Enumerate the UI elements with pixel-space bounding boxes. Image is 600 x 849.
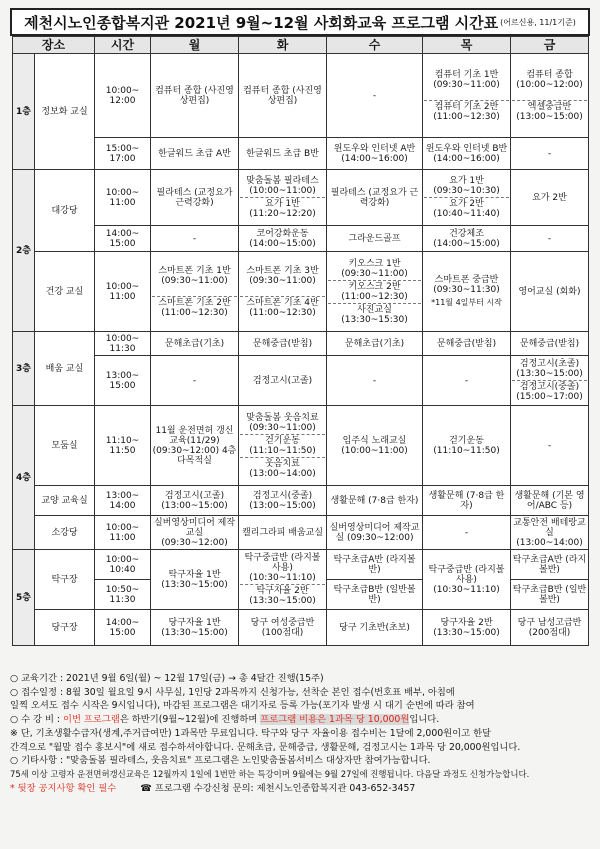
cell-info-fri <box>511 54 589 138</box>
note-driving: 75세 이상 고령자 운전면허갱신교육은 12월까지 1일에 1번만 하는 특강이며 9월에는 9월 27일에 진행됩니다. 다음달 과정도 신청가능합니다. <box>10 768 530 779</box>
cell-info-tue: 컴퓨터 종합 (사진영상편집) <box>239 54 327 138</box>
title-note: (어르신용, 11/1기준) <box>500 17 576 27</box>
cell: 당구 여성중급반 (100점대) <box>239 610 327 646</box>
cell: 실버영상미디어 제작교실 (09:30~12:00) <box>327 516 423 550</box>
cell: - <box>151 356 239 406</box>
table-row <box>13 610 589 646</box>
fee-label: ○ 수 강 비 : <box>10 714 63 726</box>
table-row <box>13 170 589 226</box>
room-table: 탁구장 <box>35 550 95 610</box>
note-registration: ○ 접수일정 : 8월 30일 월요일 9시 사무실, 1인당 2과목까지 신청가능, 선착순 본인 접수(번호표 배부, 아침에 <box>10 686 455 698</box>
cell: - <box>423 356 511 406</box>
room-big: 대강당 <box>35 170 95 252</box>
floor-2: 2층 <box>13 170 35 332</box>
note-fee <box>10 713 590 727</box>
class-item: 맞춤돌봄 웃음치료 (09:30~11:00) <box>246 412 319 433</box>
table-row <box>13 486 589 516</box>
col-thu: 목 <box>423 37 511 54</box>
cell: - <box>511 226 589 252</box>
cell: 한글워드 초급 B반 <box>239 138 327 170</box>
class-item: 요가 1반 (09:30~10:30) <box>433 176 500 196</box>
class-item: 검정고시(초졸) (13:30~15:00) <box>516 359 583 379</box>
col-time: 시간 <box>95 37 151 54</box>
cell: 필라테스 (교정요가 근력강화) <box>151 170 239 226</box>
table-row <box>13 332 589 356</box>
note-etc: ○ 기타사항 : "맞춤돌봄 필라테스, 웃음치료" 프로그램은 노인맞춤돌봄서비스 대상자만 참여가능합니다. <box>10 755 431 767</box>
cell: 탁구자율 1반 (13:30~15:00) <box>151 550 239 610</box>
contact-text: 프로그램 수강신청 문의: 제천시노인종합복지관 043-652-3457 <box>154 782 416 794</box>
note-registration-cont: 일찍 오셔도 접수 시작은 9시입니다), 마감된 프로그램은 대기자로 등록 가능(포기자 발생 시 대기 순번에 따라 참여 <box>10 700 475 712</box>
class-item: 사진교실 (13:30~15:30) <box>328 303 421 325</box>
table-row <box>13 516 589 550</box>
table-row <box>13 356 589 406</box>
cell: 실버영상미디어 제작교실 (09:30~12:00) <box>151 516 239 550</box>
floor-5: 5층 <box>13 550 35 646</box>
class-item: 스마트폰 기초 4반 (11:00~12:30) <box>240 296 325 318</box>
cell: 영어교실 (회화) <box>511 252 589 332</box>
note-check-back: * 뒷장 공지사항 확인 필수 <box>10 782 117 794</box>
cell-info-wed: - <box>327 54 423 138</box>
cell: 당구 남성고급반 (200점대) <box>511 610 589 646</box>
room-info: 정보화 교실 <box>35 54 95 170</box>
col-tue: 화 <box>239 37 327 54</box>
cell-info-mon: 컴퓨터 종합 (사진영상편집) <box>151 54 239 138</box>
header-row <box>13 37 589 54</box>
floor-1: 1층 <box>13 54 35 170</box>
cell <box>511 356 589 406</box>
class-item: 키오스크 2반 (11:00~12:30) <box>328 280 421 302</box>
table-row <box>13 54 589 138</box>
cell: 문해중급(받침) <box>511 332 589 356</box>
class-note: *11월 4일부터 시작 <box>431 298 502 307</box>
cell: - <box>423 516 511 550</box>
table-row <box>13 138 589 170</box>
class-item: 요가 1반 (11:20~12:20) <box>240 197 325 219</box>
col-mon: 월 <box>151 37 239 54</box>
table-row <box>13 550 589 580</box>
cell: 필라테스 (교정요가 근력강화) <box>327 170 423 226</box>
cell: - <box>511 138 589 170</box>
fee-amount: 프로그램 비용은 1과목 당 10,000원 <box>260 714 410 726</box>
class-item: 스마트폰 중급반 (09:30~11:30) <box>433 275 500 295</box>
note-period: ○ 교육기간 : 2021년 9월 6일(월) ~ 12월 17일(금) → 총 4달간 진행(15주) <box>10 673 324 684</box>
cell: 그라운드골프 <box>327 226 423 252</box>
note-exception-cont: 간격으로 "월말 접수 홍보시"에 새로 접수하셔야합니다. 문해초급, 문해중급, 생활문해, 검정고시는 1과목 당 20,000원입니다. <box>10 741 521 753</box>
class-item: 키오스크 1반 (09:30~11:00) <box>341 258 408 279</box>
class-item: 컴퓨터 기초 1반 (09:30~11:00) <box>433 69 500 90</box>
cell: 요가 2반 <box>511 170 589 226</box>
class-item: 검정고시(중졸) (15:00~17:00) <box>512 380 587 402</box>
cell: 당구자율 1반 (13:30~15:00) <box>151 610 239 646</box>
time-cell: 14:00~ 15:00 <box>95 610 151 646</box>
table-row <box>13 252 589 332</box>
class-item: 맞춤돌봄 필라테스 (10:00~11:00) <box>246 176 319 196</box>
class-item: 스마트폰 기초 2반 (11:00~12:30) <box>152 296 237 318</box>
cell: 검정고시(고졸) <box>239 356 327 406</box>
cell: 코어강화운동 (14:00~15:00) <box>239 226 327 252</box>
time-cell: 10:00~ 12:00 <box>95 54 151 138</box>
cell <box>239 252 327 332</box>
room-health: 건강 교실 <box>35 252 95 332</box>
table-row <box>13 406 589 486</box>
time-cell: 10:50~ 11:30 <box>95 580 151 610</box>
cell: 교통안전 배테랑교실 (13:00~14:00) <box>511 516 589 550</box>
cell: 문해초급(기초) <box>327 332 423 356</box>
cell: 문해중급(받침) <box>239 332 327 356</box>
time-cell: 14:00~ 15:00 <box>95 226 151 252</box>
room-small: 소강당 <box>35 516 95 550</box>
time-cell: 10:00~ 11:00 <box>95 516 151 550</box>
table-row <box>13 226 589 252</box>
room-gather: 모둠실 <box>35 406 95 486</box>
class-item: 스마트폰 기초 3반 (09:30~11:00) <box>246 265 319 286</box>
cell: 당구자율 2반 (13:30~15:00) <box>423 610 511 646</box>
note-exception: ※ 단, 기초생활수급자(생계,주거급여만) 1과목만 무료입니다. 탁구와 당구 자율이용 접수비는 1달에 2,000원이고 한달 <box>10 727 492 739</box>
phone-icon: ☎ <box>140 782 152 794</box>
cell: 생활문해 (기본 영어/ABC 등) <box>511 486 589 516</box>
cell: 탁구초급A반 (라지볼반) <box>511 550 589 580</box>
cell <box>423 170 511 226</box>
class-item: 스마트폰 기초 1반 (09:30~11:00) <box>158 265 231 286</box>
time-cell: 10:00~ 11:00 <box>95 252 151 332</box>
cell: 임주식 노래교실 (10:00~11:00) <box>327 406 423 486</box>
class-item: 탁구중급반 (라지볼 사용) (10:30~11:10) <box>244 553 321 583</box>
fee-end: 입니다. <box>409 714 440 726</box>
cell: 한글워드 초급 A반 <box>151 138 239 170</box>
class-item: 컴퓨터 종합 (10:00~12:00) <box>516 69 583 90</box>
cell: 당구 기초반(초보) <box>327 610 423 646</box>
fee-program: 이번 프로그램 <box>62 714 120 726</box>
room-culture: 교양 교육실 <box>35 486 95 516</box>
cell: - <box>151 226 239 252</box>
time-cell: 11:10~ 11:50 <box>95 406 151 486</box>
col-wed: 수 <box>327 37 423 54</box>
cell <box>239 170 327 226</box>
time-cell: 10:00~ 10:40 <box>95 550 151 580</box>
cell <box>239 550 327 610</box>
fee-mid: 은 하반기(9월~12월)에 진행하며 <box>119 714 261 726</box>
note-contact <box>10 782 590 796</box>
cell: 건강체조 (14:00~15:00) <box>423 226 511 252</box>
cell: 걷기운동 (11:10~11:50) <box>423 406 511 486</box>
class-item: 컴퓨터 기초 2반 (11:00~12:30) <box>424 100 509 122</box>
cell: 캘리그라피 배움교실 <box>239 516 327 550</box>
cell: 윈도우와 인터넷 A반 (14:00~16:00) <box>327 138 423 170</box>
cell: - <box>327 356 423 406</box>
col-fri: 금 <box>511 37 589 54</box>
cell: 생활문해 (7·8급 한자) <box>423 486 511 516</box>
cell: 생활문해 (7·8급 한자) <box>327 486 423 516</box>
cell <box>327 252 423 332</box>
room-billiard: 당구장 <box>35 610 95 646</box>
cell: 탁구초급A반 (라지볼반) <box>327 550 423 580</box>
class-item: 웃음치료 (13:00~14:00) <box>240 457 325 479</box>
title-text: 제천시노인종합복지관 2021년 9월~12월 사회화교육 프로그램 시간표 <box>24 13 499 32</box>
time-cell: 13:00~ 15:00 <box>95 356 151 406</box>
time-cell: 15:00~ 17:00 <box>95 138 151 170</box>
room-learn: 배움 교실 <box>35 332 95 406</box>
cell: - <box>511 406 589 486</box>
schedule-table <box>12 36 589 646</box>
cell: 문해중급(받침) <box>423 332 511 356</box>
class-item: 탁구자율 2반 (13:30~15:00) <box>240 584 325 606</box>
col-place: 장소 <box>13 37 95 54</box>
cell: 윈도우와 인터넷 B반 (14:00~16:00) <box>423 138 511 170</box>
cell: 검정고시(중졸) (13:00~15:00) <box>239 486 327 516</box>
cell: 탁구중급반 (라지볼 사용) (10:30~11:10) <box>423 550 511 610</box>
time-cell: 10:00~ 11:30 <box>95 332 151 356</box>
cell: 탁구초급B반 (일반볼반) <box>327 580 423 610</box>
cell: 문해초급(기초) <box>151 332 239 356</box>
cell <box>239 406 327 486</box>
floor-4: 4층 <box>13 406 35 550</box>
cell <box>151 252 239 332</box>
page-title <box>10 8 590 36</box>
class-item: 요가 2반 (10:40~11:40) <box>424 197 509 219</box>
cell: 검정고시(고졸) (13:00~15:00) <box>151 486 239 516</box>
time-cell: 13:00~ 14:00 <box>95 486 151 516</box>
cell: 11월 운전면허 갱신교육(11/29) (09:30~12:00) 4층 다목적실 <box>151 406 239 486</box>
time-cell: 10:00~ 11:00 <box>95 170 151 226</box>
class-item: 걷기운동 (11:10~11:50) <box>240 434 325 456</box>
notes-section <box>10 672 590 795</box>
class-item: 엑셀중급반 (13:00~15:00) <box>512 100 587 122</box>
floor-3: 3층 <box>13 332 35 406</box>
cell-info-thu <box>423 54 511 138</box>
cell: 탁구초급B반 (일반볼반) <box>511 580 589 610</box>
cell <box>423 252 511 332</box>
